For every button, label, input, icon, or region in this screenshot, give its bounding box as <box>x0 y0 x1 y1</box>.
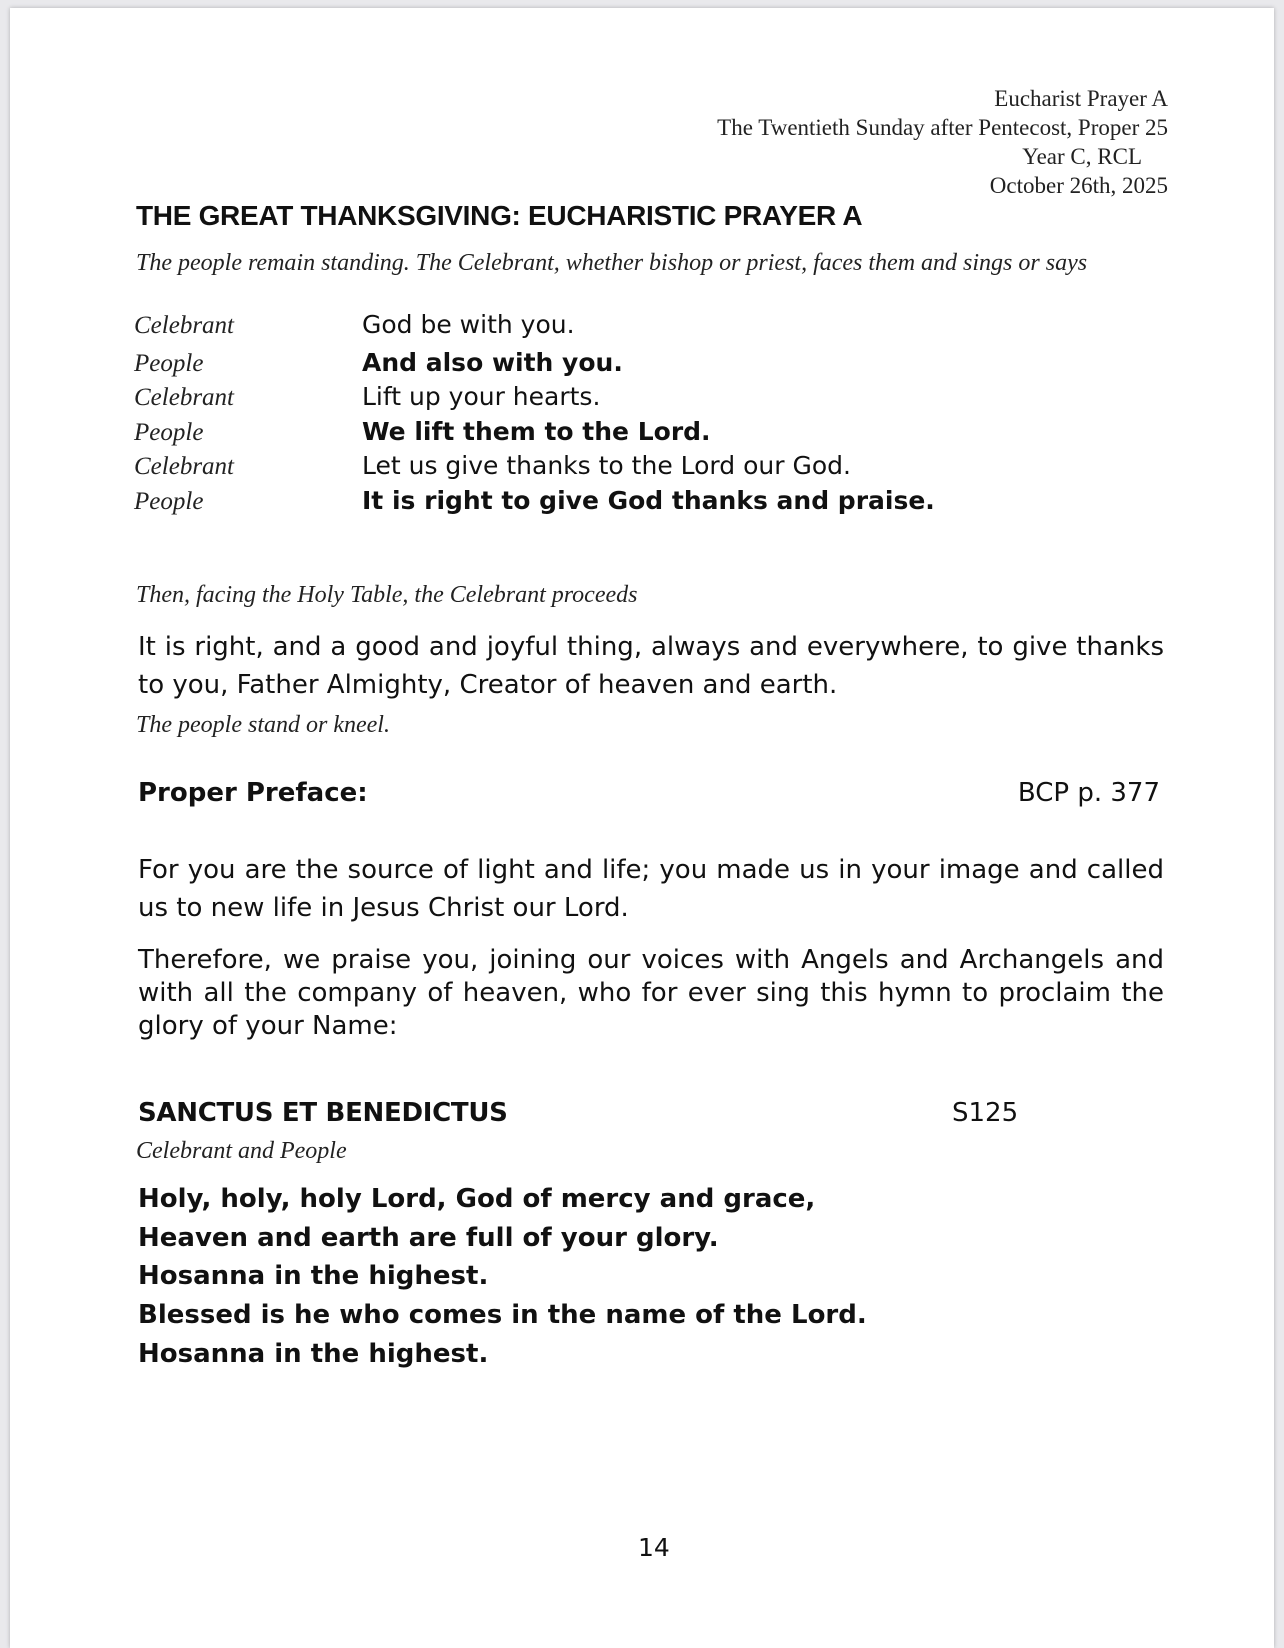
header-line-date: October 26th, 2025 <box>989 173 1168 198</box>
dialogue-role: People <box>134 350 204 377</box>
hymn-line: Hosanna in the highest. <box>138 1339 489 1369</box>
dialogue-text: And also with you. <box>362 348 623 377</box>
dialogue-role: People <box>134 419 204 446</box>
sanctus-code: S125 <box>952 1098 1019 1128</box>
rubric-celebrant-and-people: Celebrant and People <box>136 1138 347 1164</box>
sanctus-title: SANCTUS ET BENEDICTUS <box>138 1098 508 1128</box>
rubric-stand-or-kneel: The people stand or kneel. <box>136 712 390 738</box>
hymn-line: Heaven and earth are full of your glory. <box>138 1223 719 1253</box>
dialogue-text: Let us give thanks to the Lord our God. <box>362 451 851 480</box>
paragraph-right-and-good: It is right, and a good and joyful thing, always and everywhere, to give thanks to you, Father Almighty, Creator of heaven and earth. <box>138 632 1164 700</box>
page-number: 14 <box>638 1533 670 1562</box>
dialogue-text: It is right to give God thanks and praise. <box>362 486 935 515</box>
hymn-line: Hosanna in the highest. <box>138 1261 489 1291</box>
header-line-year: Year C, RCL <box>1022 144 1142 169</box>
dialogue-role: People <box>134 488 204 515</box>
rubric-holy-table: Then, facing the Holy Table, the Celebrant proceeds <box>136 582 638 608</box>
dialogue-role: Celebrant <box>134 312 234 339</box>
rubric-intro: The people remain standing. The Celebrant, whether bishop or priest, faces them and sings or says <box>136 250 1088 276</box>
service-header <box>717 84 1168 200</box>
page-title: THE GREAT THANKSGIVING: EUCHARISTIC PRAYER A <box>136 200 863 231</box>
hymn-line: Blessed is he who comes in the name of the Lord. <box>138 1300 867 1330</box>
header-line-prayer: Eucharist Prayer A <box>994 86 1168 111</box>
paragraph-therefore: Therefore, we praise you, joining our voices with Angels and Archangels and with all the company of heaven, who for ever sing this hymn to proclaim the glory of your Name: <box>138 945 1164 1041</box>
dialogue-text: God be with you. <box>362 310 575 339</box>
paragraph-source-of-light: For you are the source of light and life; you made us in your image and called us to new life in Jesus Christ our Lord. <box>138 855 1164 923</box>
proper-preface-label: Proper Preface: <box>138 778 368 808</box>
dialogue-role: Celebrant <box>134 384 234 411</box>
header-line-sunday: The Twentieth Sunday after Pentecost, Proper 25 <box>717 115 1168 140</box>
proper-preface-reference: BCP p. 377 <box>1017 778 1160 808</box>
dialogue-role: Celebrant <box>134 453 234 480</box>
dialogue-text: We lift them to the Lord. <box>362 417 711 446</box>
dialogue-text: Lift up your hearts. <box>362 382 601 411</box>
hymn-line: Holy, holy, holy Lord, God of mercy and grace, <box>138 1184 816 1214</box>
